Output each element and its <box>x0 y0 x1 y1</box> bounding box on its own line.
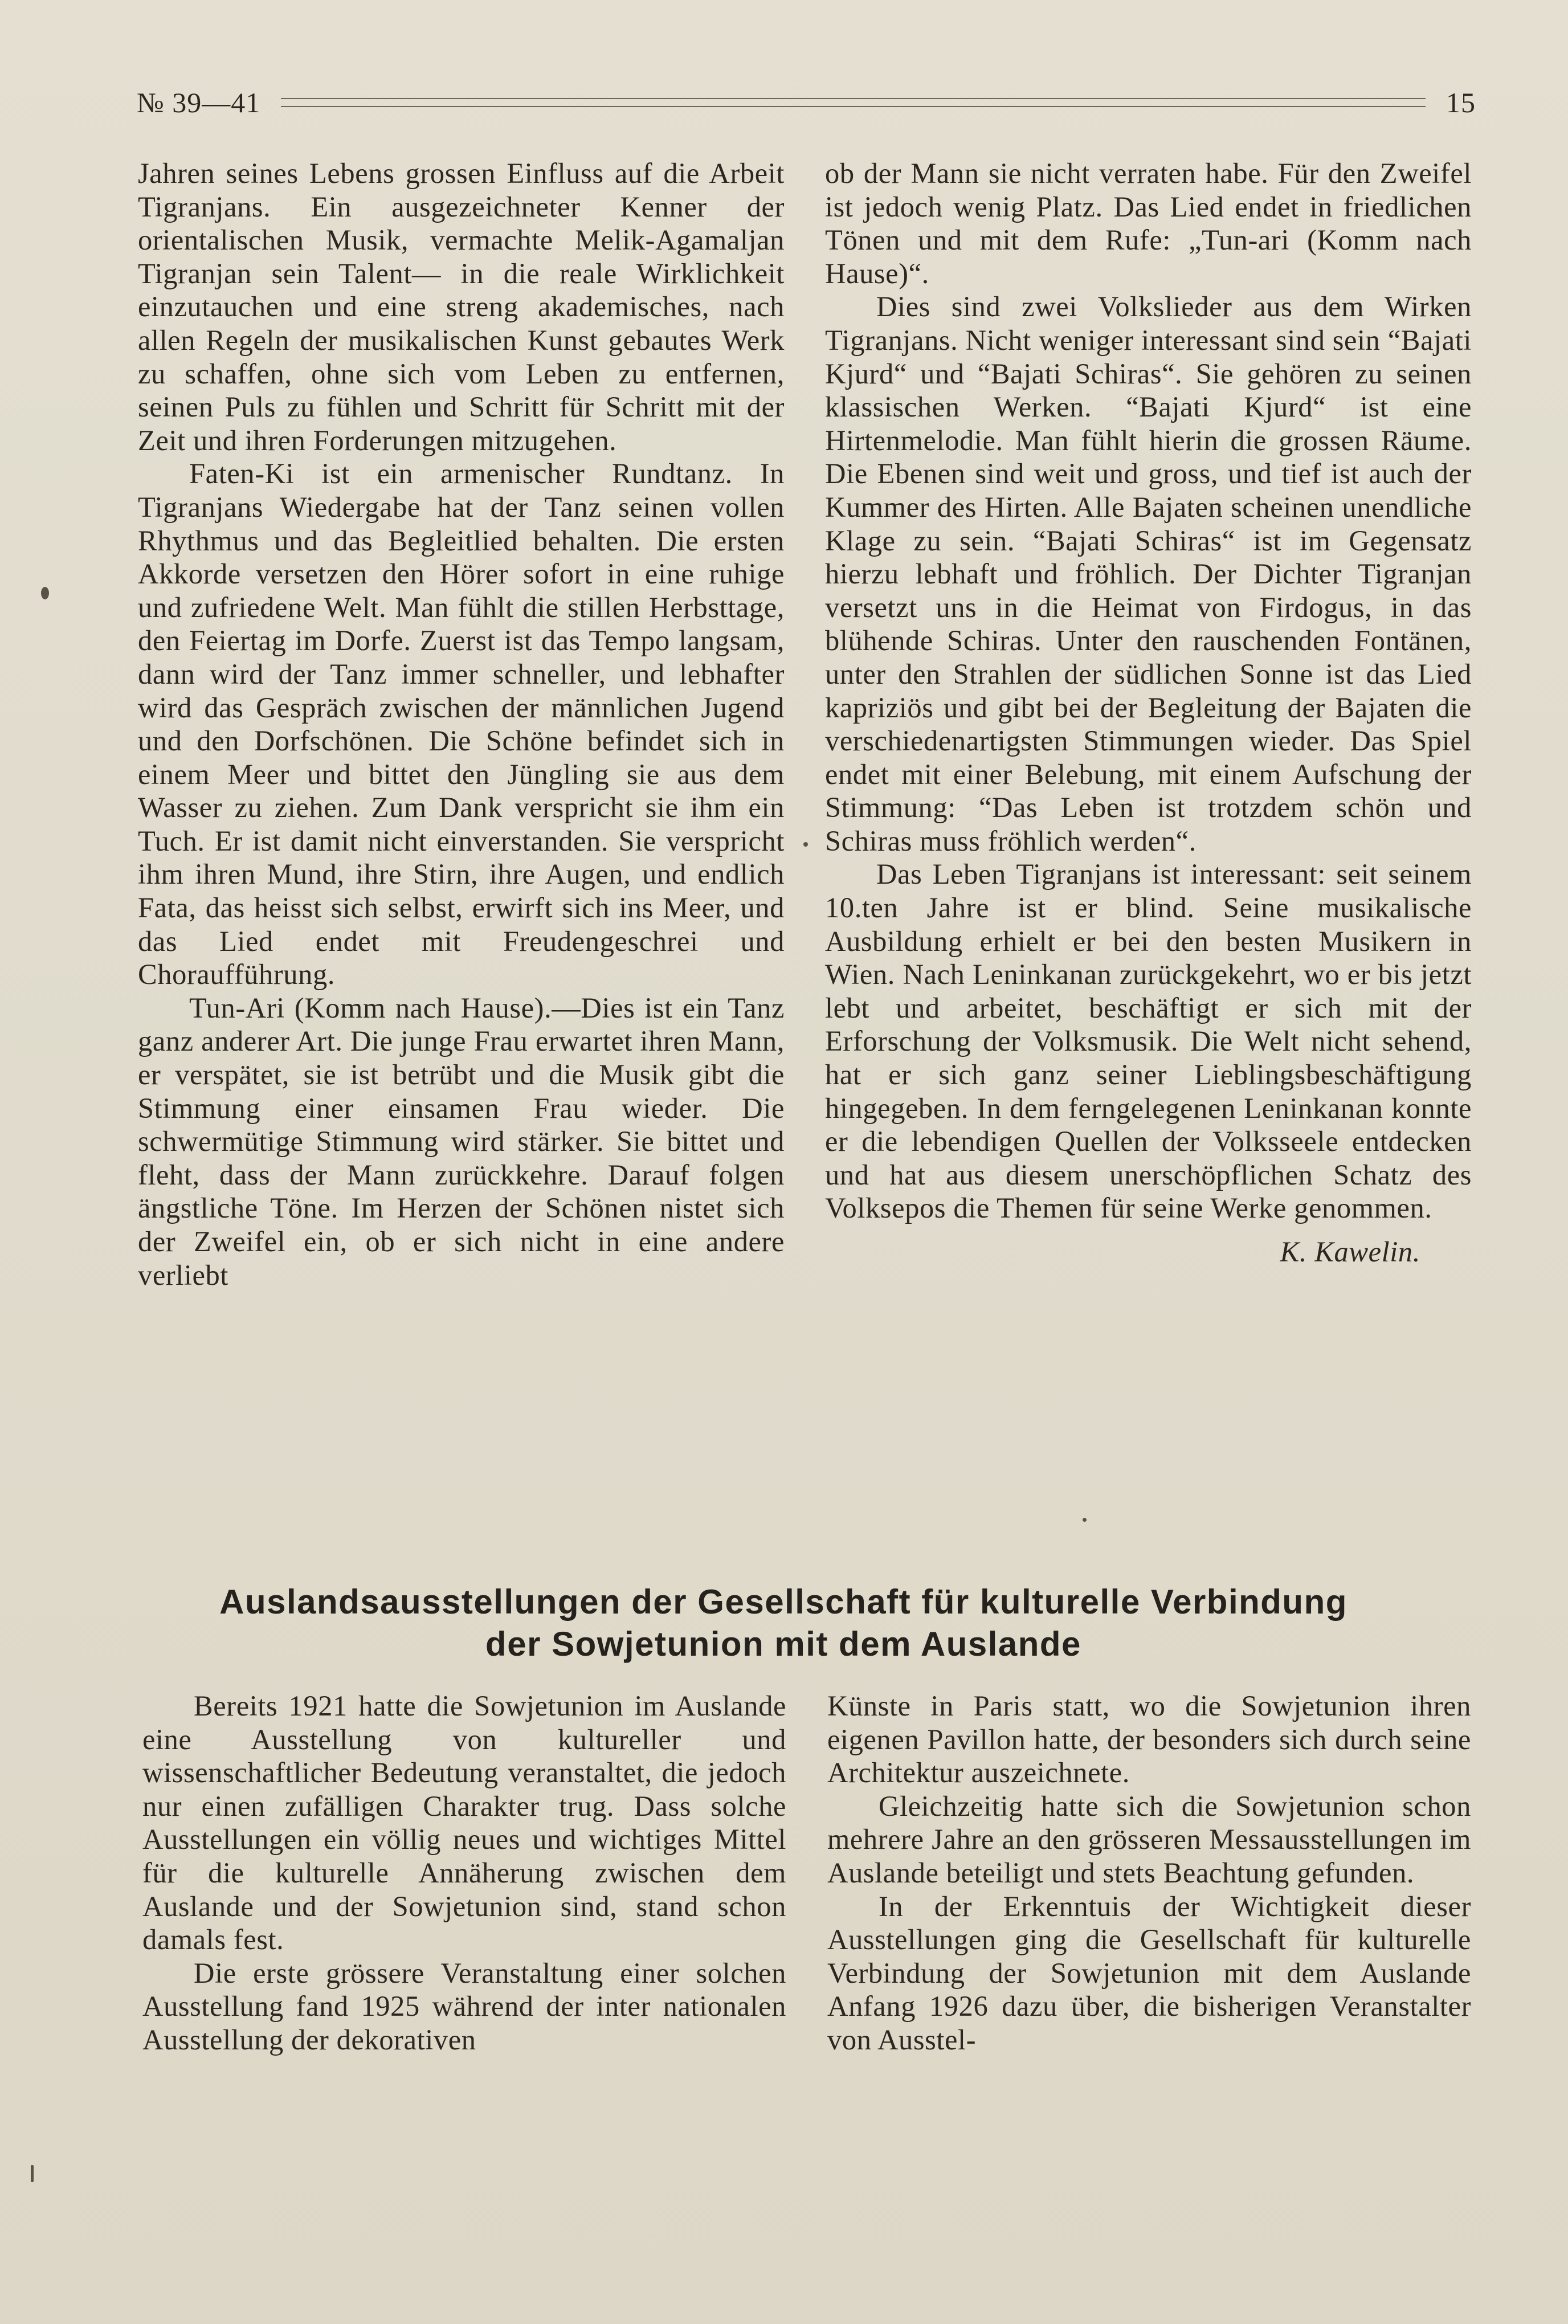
margin-mark <box>803 842 808 847</box>
article2-column-left <box>142 1689 786 2057</box>
article1-paragraph: Das Leben Tigranjans ist interessant: seit seinem 10.ten Jahre ist er blind. Seine musikalische Ausbildung erhielt er bei den besten Musikern in Wien. Nach Leninkanan zurückgekehrt, wo er bis jetzt lebt und arbeitet, beschäftigt er sich mit der Erforschung der Volksmusik. Die Welt nicht sehend, hat er sich ganz seiner Lieblingsbeschäftigung hingegeben. In dem ferngelegenen Leninkanan konnte er die lebendigen Quellen der Volksseele entdecken und hat aus diesem unerschöpflichen Schatz des Volksepos die Themen für seine Werke genommen. <box>825 858 1472 1224</box>
article2-paragraph: Bereits 1921 hatte die Sowjetunion im Auslande eine Ausstellung von kultureller und wissenschaftlicher Bedeutung veranstaltet, die jedoch nur einen zufälligen Charakter trug. Dass solche Ausstellungen ein völlig neues und wichtiges Mittel für die kulturelle Annäherung zwischen dem Auslande und der Sowjetunion sind, stand schon damals fest. <box>142 1690 786 1956</box>
article2-paragraph: Die erste grössere Veranstaltung einer solchen Ausstellung fand 1925 während der inter nationalen Ausstellung der dekorativen <box>142 1957 786 2056</box>
article2-paragraph: Gleichzeitig hatte sich die Sowjetunion schon mehrere Jahre an den grösseren Messausstellungen im Auslande beteiligt und stets Beachtung gefunden. <box>827 1790 1471 1889</box>
article1-paragraph: Tun-Ari (Komm nach Hause).—Dies ist ein Tanz ganz anderer Art. Die junge Frau erwartet ihren Mann, er verspätet, sie ist betrübt und die Musik gibt die Stimmung einer einsamen Frau wieder. Die schwermütige Stimmung wird stärker. Sie bittet und fleht, dass der Mann zurückkehre. Darauf folgen ängstliche Töne. Im Herzen der Schönen nistet sich der Zweifel ein, ob er sich nicht in eine andere verliebt <box>138 991 785 1291</box>
article1-column-right <box>825 157 1472 1269</box>
article2-column-right <box>827 1689 1471 2057</box>
article1-column-left <box>138 157 785 1292</box>
margin-mark <box>1083 1518 1087 1522</box>
header-rule <box>281 98 1426 107</box>
headline-line-1: Auslandsausstellungen der Gesellschaft für kulturelle Verbindung <box>219 1583 1348 1621</box>
article1-paragraph: Jahren seines Lebens grossen Einfluss auf die Arbeit Tigranjans. Ein ausgezeichneter Kenner der orientalischen Musik, vermachte Melik-Agamaljan Tigranjan sein Talent— in die reale Wirklichkeit einzutauchen und eine streng akademisches, nach allen Regeln der musikalischen Kunst gebautes Werk zu schaffen, ohne sich vom Leben zu entfernen, seinen Puls zu fühlen und Schritt für Schritt mit der Zeit und ihren Forderungen mitzugehen. <box>138 157 785 456</box>
issue-number: № 39—41 <box>137 87 261 119</box>
article1-paragraph: Faten-Ki ist ein armenischer Rundtanz. In Tigranjans Wiedergabe hat der Tanz seinen vollen Rhythmus und das Begleitlied behalten. Die ersten Akkorde versetzen den Hörer sofort in eine ruhige und zufriedene Welt. Man fühlt die stillen Herbsttage, den Feiertag im Dorfe. Zuerst ist das Tempo langsam, dann wird der Tanz immer schneller, und lebhafter wird das Gespräch zwischen der männlichen Jugend und den Dorfschönen. Die Schöne befindet sich in einem Meer und bittet den Jüngling sie aus dem Wasser zu ziehen. Zum Dank verspricht sie ihm ein Tuch. Er ist damit nicht einverstanden. Sie verspricht ihm ihren Mund, ihre Stirn, ihre Augen, und endlich Fata, das heisst sich selbst, erwirft sich ins Meer, und das Lied endet mit Freudengeschrei und Choraufführung. <box>138 458 785 991</box>
margin-mark <box>31 2165 34 2182</box>
article2-paragraph: In der Erkenntuis der Wichtigkeit dieser Ausstellungen ging die Gesellschaft für kulturelle Verbindung der Sowjetunion mit dem Auslande Anfang 1926 dazu über, die bisherigen Veranstalter von Ausstel- <box>827 1890 1471 2056</box>
headline-line-2: der Sowjetunion mit dem Auslande <box>485 1625 1081 1663</box>
margin-mark <box>41 587 49 599</box>
author-signature: K. Kawelin. <box>1280 1236 1420 1268</box>
page-number: 15 <box>1446 87 1476 119</box>
article1-paragraph: Dies sind zwei Volkslieder aus dem Wirken Tigranjans. Nicht weniger interessant sind sein “Bajati Kjurd“ und “Bajati Schiras“. Sie gehören zu seinen klassischen Werken. “Bajati Kjurd“ ist eine Hirtenmelodie. Man fühlt hierin die grossen Räume. Die Ebenen sind weit und gross, und tief ist auch der Kummer des Hirten. Alle Bajaten scheinen unendliche Klage zu sein. “Bajati Schiras“ ist im Gegensatz hierzu lebhaft und fröhlich. Der Dichter Tigranjan versetzt uns in die Heimat von Firdogus, in das blühende Schiras. Unter den rauschenden Fontänen, unter den Strahlen der südlichen Sonne ist das Lied kapriziös und gibt bei der Begleitung der Bajaten die verschiedenartigsten Stimmungen wieder. Das Spiel endet mit einer Belebung, mit einem Aufschung der Stimmung: “Das Leben ist trotzdem schön und Schiras muss fröhlich werden“. <box>825 291 1472 857</box>
article1-paragraph: ob der Mann sie nicht verraten habe. Für den Zweifel ist jedoch wenig Platz. Das Lied endet in friedlichen Tönen und mit dem Rufe: „Tun-ari (Komm nach Hause)“. <box>825 157 1472 289</box>
page-header <box>137 80 1476 125</box>
article2-headline <box>114 1581 1453 1665</box>
article2-paragraph: Künste in Paris statt, wo die Sowjetunion ihren eigenen Pavillon hatte, der besonders sich durch seine Architektur auszeichnete. <box>827 1690 1471 1789</box>
